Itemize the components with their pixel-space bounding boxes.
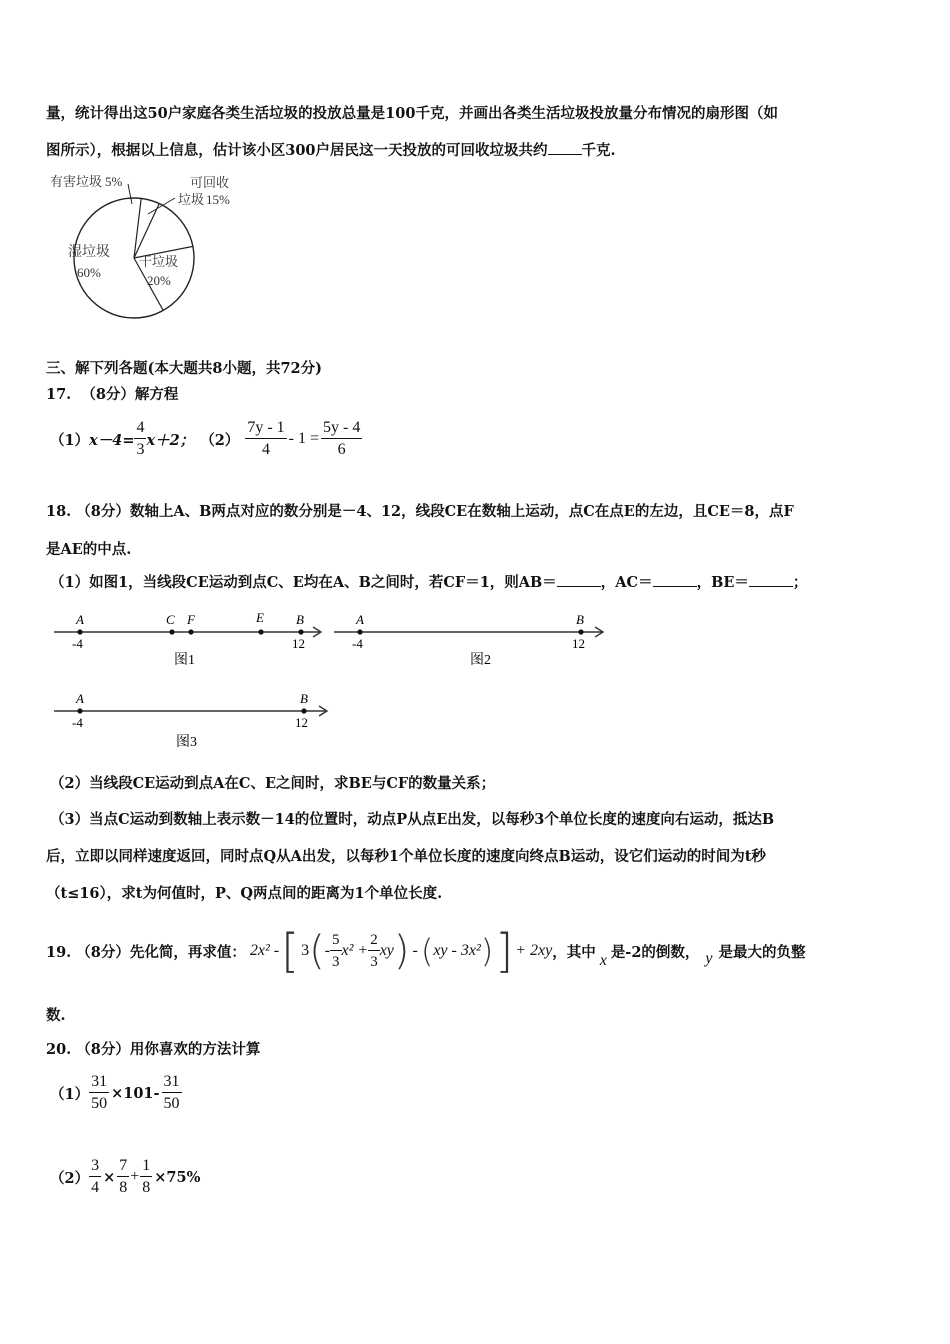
q18-p2: （2）当线段CE运动到点A在C、E之间时，求BE与CF的数量关系； <box>50 775 496 792</box>
label-a: A <box>76 691 84 706</box>
q20-p2-times: × <box>103 1168 116 1186</box>
point-a <box>357 629 362 634</box>
label-recyclable: 可回收 <box>190 175 230 190</box>
frac-num: 3 <box>89 1156 101 1177</box>
value-a: -4 <box>72 636 83 651</box>
q17-p1-lhs: x－4= <box>89 431 135 449</box>
frac-den: 3 <box>332 953 340 970</box>
q20-p2-label: （2） <box>50 1169 90 1187</box>
paren-open: ( <box>309 928 325 974</box>
q17-p1-frac <box>134 418 146 461</box>
blank-ac <box>653 586 697 587</box>
q19-expr-e: xy <box>379 942 394 959</box>
value-a: -4 <box>72 715 83 730</box>
q20-p1-frac2 <box>162 1072 182 1115</box>
q17-p1-rhs: x＋2； <box>146 431 195 449</box>
q18-p1 <box>50 571 807 592</box>
q17-p2-frac1 <box>245 418 286 461</box>
label-dry-pct: 20% <box>147 273 171 288</box>
q16-line1: 量，统计得出这50户家庭各类生活垃圾的投放总量是100千克，并画出各类生活垃圾投放量分布情况的扇形图（如 <box>46 105 778 122</box>
q19-tail-b: 是-2的倒数， <box>610 943 700 961</box>
label-b: B <box>296 612 304 627</box>
paren-close: ) <box>393 928 410 974</box>
q17-number: 17. <box>46 386 72 403</box>
q20-p2-frac2 <box>117 1156 129 1199</box>
frac-den: 4 <box>261 440 270 458</box>
q20-head: 20. （8分）用你喜欢的方法计算 <box>46 1041 261 1058</box>
answer-blank <box>548 154 582 155</box>
q18-p1-be: ，BE＝ <box>696 574 749 591</box>
numberline-fig2 <box>330 607 610 671</box>
q19-head: 19. （8分）先化简，再求值： <box>46 943 246 961</box>
q18-p1-end: ； <box>792 574 808 591</box>
frac-num: 4 <box>134 418 146 439</box>
point-e <box>258 629 263 634</box>
frac-den: 50 <box>163 1094 180 1112</box>
label-hazard: 有害垃圾 5% <box>50 174 123 189</box>
q17-p1-label: （1） <box>50 431 90 449</box>
q16-line2 <box>46 139 616 160</box>
label-f: F <box>187 612 195 627</box>
q19-var-x: x <box>599 952 607 969</box>
paren2-open: ( <box>420 932 434 970</box>
frac-den: 50 <box>91 1094 108 1112</box>
q18-p3-line1: （3）当点C运动到数轴上表示数－14的位置时，动点P从点E出发，以每秒3个单位长度的速度向右运动，抵达B <box>50 811 775 828</box>
q18-p1-text: （1）如图1，当线段CE运动到点C、E均在A、B之间时，若CF＝1，则AB＝ <box>50 574 557 591</box>
q20-p1-label: （1） <box>50 1085 90 1103</box>
q20-p2-frac3 <box>140 1156 152 1199</box>
frac-num: 5 <box>330 930 342 951</box>
blank-ab <box>557 586 601 587</box>
q19-tail-a: ，其中 <box>552 943 596 961</box>
label-wet: 湿垃圾 <box>68 245 110 260</box>
frac-den: 4 <box>91 1178 100 1196</box>
point-a <box>77 629 82 634</box>
q18-line2: 是AE的中点. <box>46 541 132 558</box>
q17-p2-mid: - 1 = <box>288 430 319 447</box>
pie-chart <box>40 170 250 330</box>
q20-p2 <box>50 1150 200 1204</box>
bracket-close: ] <box>495 924 514 978</box>
q17-p2-frac2 <box>321 418 362 461</box>
q19-tail-c: 是最大的负整 <box>718 943 806 961</box>
point-b <box>298 629 303 634</box>
point-a <box>77 708 82 713</box>
q19-frac2 <box>368 930 380 973</box>
q19-expr-h: + 2xy <box>515 942 553 959</box>
q19-expr-b: 3 <box>301 942 310 959</box>
value-b: 12 <box>572 636 585 651</box>
q17-title: （8分）解方程 <box>81 386 179 403</box>
q19-frac1 <box>330 930 342 973</box>
q20-p2-plus: + <box>130 1168 140 1185</box>
label-b: B <box>300 691 308 706</box>
frac-den: 6 <box>337 440 346 458</box>
q18-line1: 18. （8分）数轴上A、B两点对应的数分别是－4、12，线段CE在数轴上运动，点C在点E的左边，且CE＝8，点F <box>46 503 794 520</box>
point-c <box>169 629 174 634</box>
frac-num: 7 <box>117 1156 129 1177</box>
point-f <box>188 629 193 634</box>
label-b: B <box>576 612 584 627</box>
label-dry: 干垃圾 <box>139 254 179 269</box>
label-a: A <box>356 612 364 627</box>
q19-expr-c: - <box>324 942 330 959</box>
q16-line2-text: 图所示），根据以上信息，估计该小区300户居民这一天投放的可回收垃圾共约 <box>46 142 548 159</box>
label-a: A <box>76 612 84 627</box>
frac-num: 31 <box>89 1072 109 1093</box>
value-b: 12 <box>295 715 308 730</box>
value-a: -4 <box>352 636 363 651</box>
label-e: E <box>256 610 264 625</box>
frac-num: 5y - 4 <box>321 418 362 439</box>
caption-fig3: 图3 <box>176 735 197 750</box>
section-heading: 三、解下列各题(本大题共8小题，共72分) <box>46 360 322 377</box>
label-wet-pct: 60% <box>77 265 101 280</box>
q19 <box>46 918 806 984</box>
frac-num: 1 <box>140 1156 152 1177</box>
paren2-close: ) <box>480 932 494 970</box>
numberline-fig1 <box>50 607 330 671</box>
caption-fig1: 图1 <box>174 653 195 668</box>
q18-p3-line2: 后，立即以同样速度返回，同时点Q从A出发，以每秒1个单位长度的速度向终点B运动，设它们运动的时间为t秒 <box>46 848 766 865</box>
frac-num: 7y - 1 <box>245 418 286 439</box>
frac-den: 3 <box>370 953 378 970</box>
q20-p1 <box>50 1066 182 1120</box>
q20-p1-mid: ×101- <box>111 1084 160 1102</box>
q20-p2-frac1 <box>89 1156 101 1199</box>
q17-p2-label: （2） <box>200 431 240 449</box>
q19-var-y: y <box>705 950 713 967</box>
bracket-open: [ <box>281 924 300 978</box>
q16-line2-unit: 千克. <box>581 142 616 159</box>
frac-den: 3 <box>136 440 145 458</box>
label-recyclable-2: 垃圾 15% <box>178 192 230 207</box>
q18-p3-line3: （t≤16），求t为何值时，P、Q两点间的距离为1个单位长度. <box>46 885 443 902</box>
frac-num: 31 <box>162 1072 182 1093</box>
q19-expr-d: x² + <box>341 942 369 959</box>
q17-equations <box>50 412 362 466</box>
frac-den: 8 <box>142 1178 151 1196</box>
q20-p1-frac1 <box>89 1072 109 1115</box>
caption-fig2: 图2 <box>470 653 491 668</box>
frac-den: 8 <box>119 1178 128 1196</box>
label-c: C <box>166 612 175 627</box>
point-b <box>301 708 306 713</box>
q19-tail-d: 数. <box>46 1007 66 1024</box>
blank-be <box>749 586 793 587</box>
q19-expr-a: 2x² - <box>249 942 280 959</box>
value-b: 12 <box>292 636 305 651</box>
point-b <box>578 629 583 634</box>
q20-p2-tail: ×75% <box>154 1168 201 1186</box>
numberline-fig3 <box>50 686 335 750</box>
q19-expr-f: - <box>412 942 418 959</box>
frac-num: 2 <box>368 930 380 951</box>
q19-expr-g: xy - 3x² <box>433 942 481 959</box>
q18-p1-ac: ，AC＝ <box>600 574 653 591</box>
q17-head <box>46 383 178 404</box>
